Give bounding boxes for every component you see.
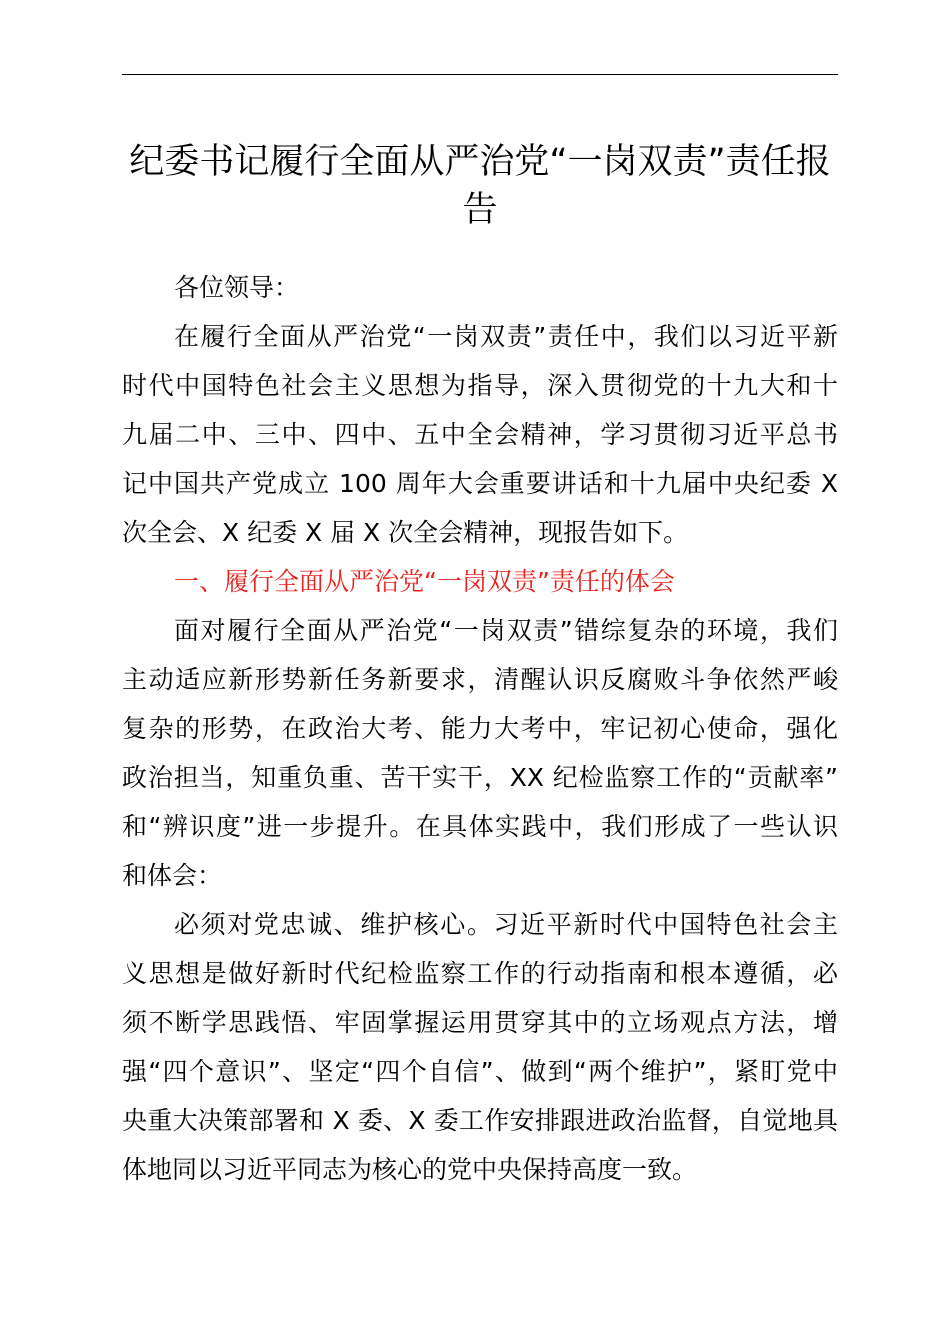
paragraph-line: 强“四个意识”、坚定“四个自信”、做到“两个维护”，紧盯党中 (122, 1057, 838, 1086)
title-line-2: 告 (462, 190, 498, 230)
document-body (122, 263, 838, 1194)
document-title (122, 138, 838, 234)
paragraph-line: 必须对党忠诚、维护核心。习近平新时代中国特色社会主 (174, 910, 838, 939)
paragraph-line: 央重大决策部署和 X 委、X 委工作安排跟进政治监督，自觉地具 (122, 1106, 838, 1135)
paragraph-3 (122, 900, 838, 1194)
paragraph-line: 九届二中、三中、四中、五中全会精神，学习贯彻习近平总书 (122, 420, 838, 449)
salutation: 各位领导： (174, 273, 300, 302)
paragraph-line: 主动适应新形势新任务新要求，清醒认识反腐败斗争依然严峻 (122, 665, 838, 694)
paragraph-1 (122, 312, 838, 557)
paragraph-line: 和“辨识度”进一步提升。在具体实践中，我们形成了一些认识 (122, 812, 838, 841)
header-rule (122, 74, 838, 75)
paragraph-line: 须不断学思践悟、牢固掌握运用贯穿其中的立场观点方法，增 (122, 1008, 838, 1037)
paragraph-line: 记中国共产党成立 100 周年大会重要讲话和十九届中央纪委 X (122, 469, 838, 498)
paragraph-line: 面对履行全面从严治党“一岗双责”错综复杂的环境，我们 (174, 616, 838, 645)
title-line-1: 纪委书记履行全面从严治党“一岗双责”责任报 (129, 142, 831, 182)
paragraph-line: 和体会： (122, 861, 223, 890)
section-heading-1: 一、履行全面从严治党“一岗双责”责任的体会 (174, 567, 675, 596)
paragraph-line: 时代中国特色社会主义思想为指导，深入贯彻党的十九大和十 (122, 371, 838, 400)
paragraph-line: 义思想是做好新时代纪检监察工作的行动指南和根本遵循，必 (122, 959, 838, 988)
paragraph-line: 政治担当，知重负重、苦干实干，XX 纪检监察工作的“贡献率” (122, 763, 838, 792)
paragraph-line: 在履行全面从严治党“一岗双责”责任中，我们以习近平新 (174, 322, 838, 351)
paragraph-line: 复杂的形势，在政治大考、能力大考中，牢记初心使命，强化 (122, 714, 838, 743)
paragraph-line: 体地同以习近平同志为核心的党中央保持高度一致。 (122, 1155, 698, 1184)
paragraph-line: 次全会、X 纪委 X 届 X 次全会精神，现报告如下。 (122, 518, 689, 547)
paragraph-2 (122, 606, 838, 900)
